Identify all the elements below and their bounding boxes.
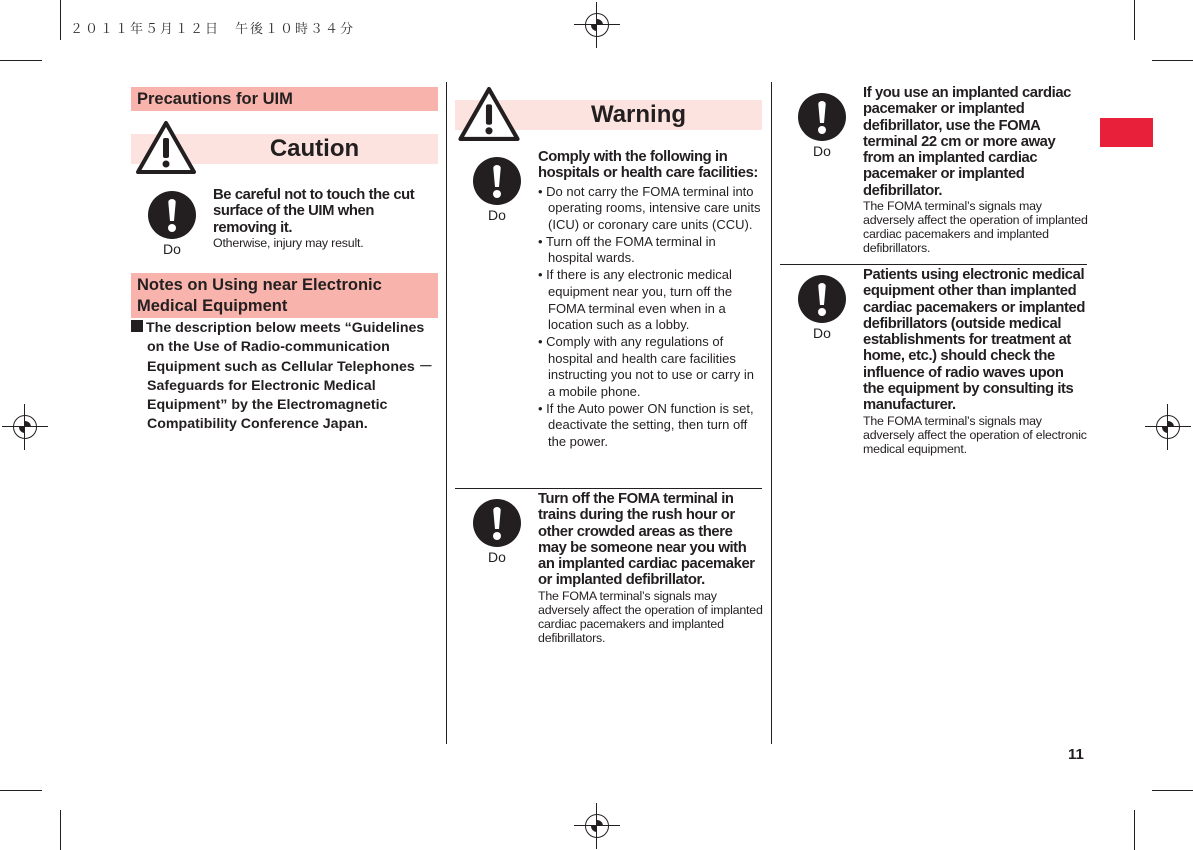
warning-triangle-icon [457, 86, 521, 142]
section-tab [1100, 118, 1153, 147]
page-number: 11 [1068, 746, 1084, 763]
registration-mark-icon [585, 13, 609, 37]
divider [780, 264, 1087, 265]
square-bullet-icon [131, 320, 143, 332]
warning-triangle-icon [135, 120, 197, 175]
column-divider [446, 82, 447, 744]
section-heading: Notes on Using near Electronic Medical Equipment [131, 273, 438, 318]
crop-mark [0, 60, 42, 61]
registration-mark-icon [13, 415, 37, 439]
crop-mark [60, 810, 61, 850]
warning-item [863, 267, 1088, 456]
crop-mark [1152, 60, 1193, 61]
item-body: The FOMA terminal’s signals may adversely affect the operation of implanted cardiac pacemakers and implanted defibrillators. [538, 588, 763, 645]
print-timestamp: ２０１１年５月１２日 午後１０時３４分 [70, 22, 356, 37]
do-icon: Do [797, 275, 847, 341]
warning-item [863, 85, 1088, 255]
item-body: Otherwise, injury may result. [213, 235, 364, 250]
guidelines-note: The description below meets “Guidelines on the Use of Radio-communication Equipment such as Cellular Telephones － Safeguards for Electronic Medical Equipment” by the Electromagnetic Compatibility Conference Japan. [131, 319, 441, 435]
column-divider [771, 82, 772, 744]
do-icon: Do [147, 191, 197, 257]
item-title: Be careful not to touch the cut surface of the UIM when removing it. [213, 187, 415, 236]
do-icon: Do [472, 499, 522, 565]
do-icon: Do [797, 93, 847, 159]
crop-mark [1152, 790, 1193, 791]
crop-mark [1134, 0, 1135, 40]
item-body: The FOMA terminal’s signals may adversely affect the operation of electronic medical equipment. [863, 413, 1087, 456]
item-title: Patients using electronic medical equipment other than implanted cardiac pacemakers or implanted defibrillators (outside medical establishments for treatment at home, etc.) should check the influence of radio waves upon the equipment by consulting its manufacturer. [863, 267, 1085, 414]
crop-mark [0, 790, 42, 791]
bullet-list: • Do not carry the FOMA terminal into operating rooms, intensive care units (ICU) or coronary care units (CCU). • Turn off the FOMA terminal in hospital wards. • If there is any electronic medical equipment near you, turn off the FOMA terminal even when in a location such as a lobby. • Comply with any regulations of hospital and health care facilities instructing you not to use or carry in a mobile phone. • If the Auto power ON function is set, deactivate the setting, then turn off the power. [538, 184, 763, 451]
caution-heading: Caution [131, 134, 438, 164]
crop-mark [60, 0, 61, 40]
warning-item [538, 491, 763, 645]
item-body: The FOMA terminal’s signals may adversely affect the operation of implanted cardiac pacemakers and implanted defibrillators. [863, 199, 1088, 256]
item-title: Turn off the FOMA terminal in trains during the rush hour or other crowded areas as there may be someone near you with an implanted cardiac pacemaker or implanted defibrillator. [538, 491, 755, 589]
crop-mark [1134, 810, 1135, 850]
registration-mark-icon [585, 814, 609, 838]
item-title: Comply with the following in hospitals or health care facilities: [538, 149, 758, 182]
item-title: If you use an implanted cardiac pacemaker or implanted defibrillator, use the FOMA terminal 22 cm or more away from an implanted cardiac pacemaker or implanted defibrillator. [863, 85, 1071, 199]
caution-item [213, 187, 438, 250]
section-heading: Precautions for UIM [131, 87, 438, 111]
registration-mark-icon [1156, 415, 1180, 439]
divider [455, 488, 762, 489]
warning-heading: Warning [455, 100, 762, 130]
warning-item [538, 149, 763, 451]
do-icon: Do [472, 157, 522, 223]
